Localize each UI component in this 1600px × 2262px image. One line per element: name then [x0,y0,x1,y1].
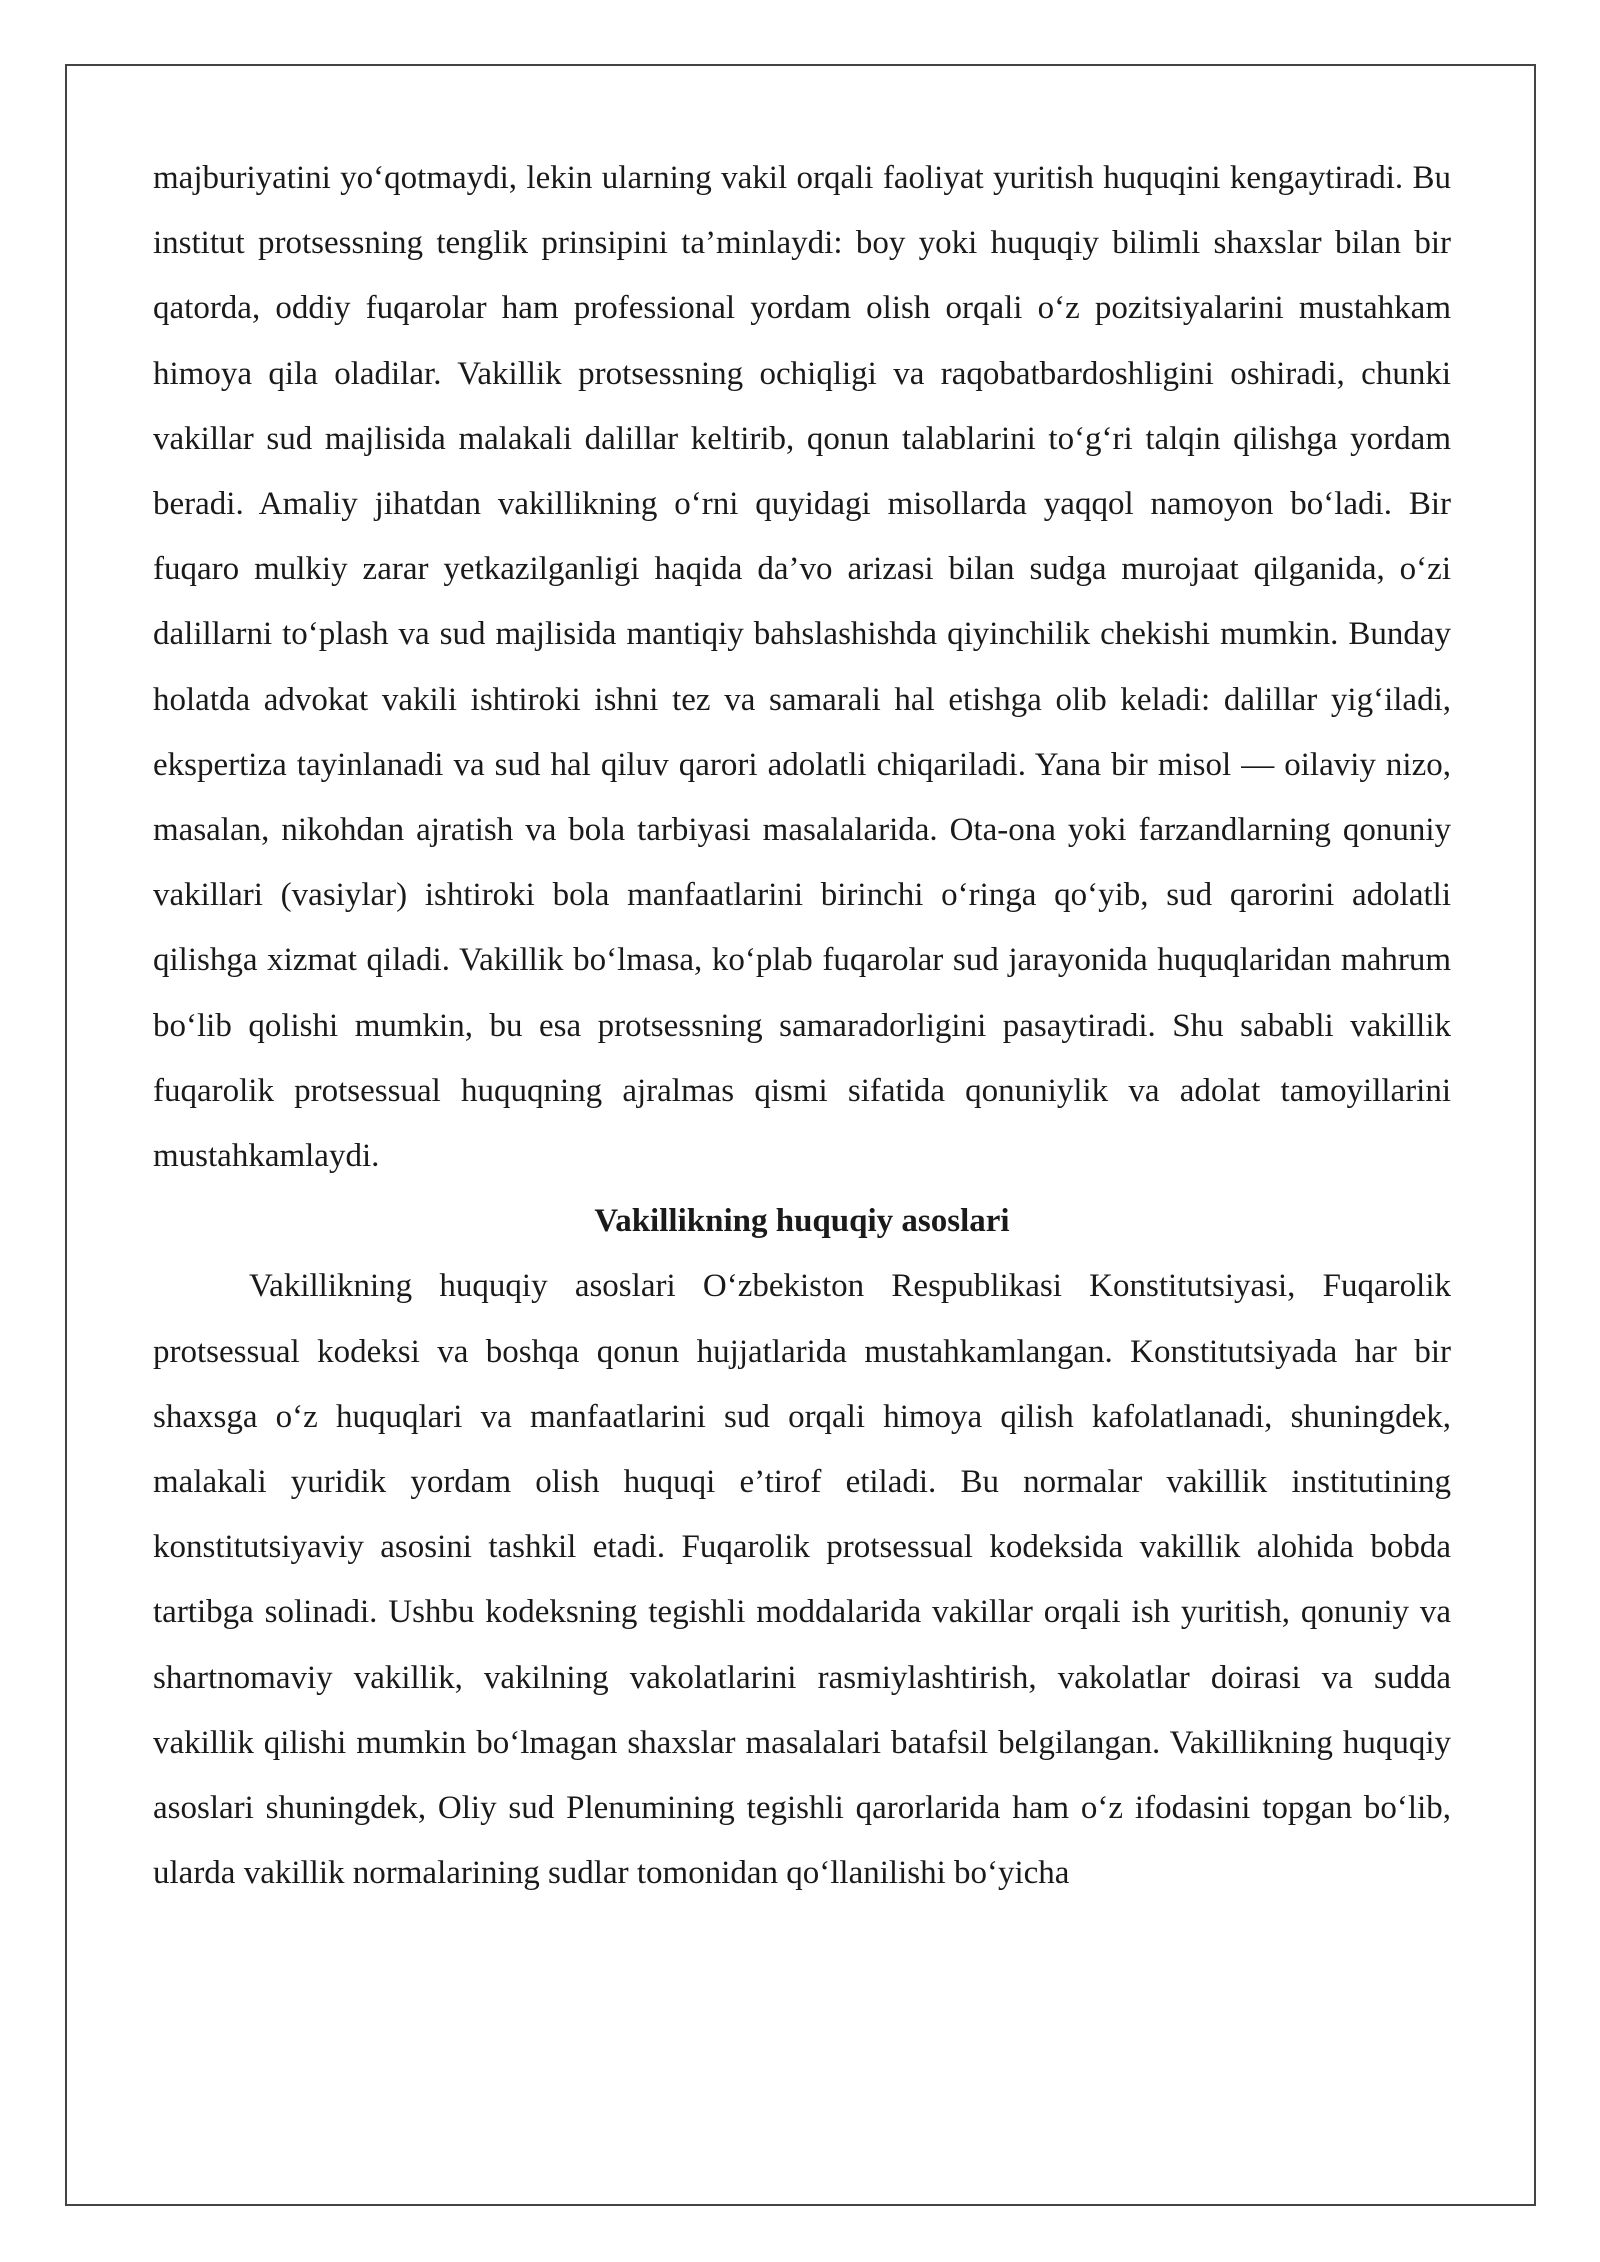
document-body [153,146,1451,1906]
body-paragraph: Vakillikning huquqiy asoslari O‘zbekiston Respublikasi Konstitutsiyasi, Fuqarolik protsessual kodeksi va boshqa qonun hujjatlarida mustahkamlangan. Konstitutsiyada har bir shaxsga o‘z huquqlari va manfaatlarini sud orqali himoya qilish kafolatlanadi, shuningdek, malakali yuridik yordam olish huquqi e’tirof etiladi. Bu normalar vakillik institutining konstitutsiyaviy asosini tashkil etadi. Fuqarolik protsessual kodeksida vakillik alohida bobda tartibga solinadi. Ushbu kodeksning tegishli moddalarida vakillar orqali ish yuritish, qonuniy va shartnomaviy vakillik, vakilning vakolatlarini rasmiylashtirish, vakolatlar doirasi va sudda vakillik qilishi mumkin bo‘lmagan shaxslar masalalari batafsil belgilangan. Vakillikning huquqiy asoslari shuningdek, Oliy sud Plenumining tegishli qarorlarida ham o‘z ifodasini topgan bo‘lib, ularda vakillik normalarining sudlar tomonidan qo‘llanilishi bo‘yicha [153,1268,1451,1892]
section-heading: Vakillikning huquqiy asoslari [594,1203,1010,1240]
body-paragraph: majburiyatini yo‘qotmaydi, lekin ularning vakil orqali faoliyat yuritish huquqini kengaytiradi. Bu institut protsessning tenglik prinsipini ta’minlaydi: boy yoki huquqiy bilimli shaxslar bilan bir qatorda, oddiy fuqarolar ham professional yordam olish orqali o‘z pozitsiyalarini mustahkam himoya qila oladilar. Vakillik protsessning ochiqligi va raqobatbardoshligini oshiradi, chunki vakillar sud majlisida malakali dalillar keltirib, qonun talablarini to‘g‘ri talqin qilishga yordam beradi. Amaliy jihatdan vakillikning o‘rni quyidagi misollarda yaqqol namoyon bo‘ladi. Bir fuqaro mulkiy zarar yetkazilganligi haqida da’vo arizasi bilan sudga murojaat qilganida, o‘zi dalillarni to‘plash va sud majlisida mantiqiy bahslashishda qiyinchilik chekishi mumkin. Bunday holatda advokat vakili ishtiroki ishni tez va samarali hal etishga olib keladi: dalillar yig‘iladi, ekspertiza tayinlanadi va sud hal qiluv qarori adolatli chiqariladi. Yana bir misol — oilaviy nizo, masalan, nikohdan ajratish va bola tarbiyasi masalalarida. Ota-ona yoki farzandlarning qonuniy vakillari (vasiylar) ishtiroki bola manfaatlarini birinchi o‘ringa qo‘yib, sud qarorini adolatli qilishga xizmat qiladi. Vakillik bo‘lmasa, ko‘plab fuqarolar sud jarayonida huquqlaridan mahrum bo‘lib qolishi mumkin, bu esa protsessning samaradorligini pasaytiradi. Shu sababli vakillik fuqarolik protsessual huquqning ajralmas qismi sifatida qonuniylik va adolat tamoyillarini mustahkamlaydi. [153,160,1451,1175]
